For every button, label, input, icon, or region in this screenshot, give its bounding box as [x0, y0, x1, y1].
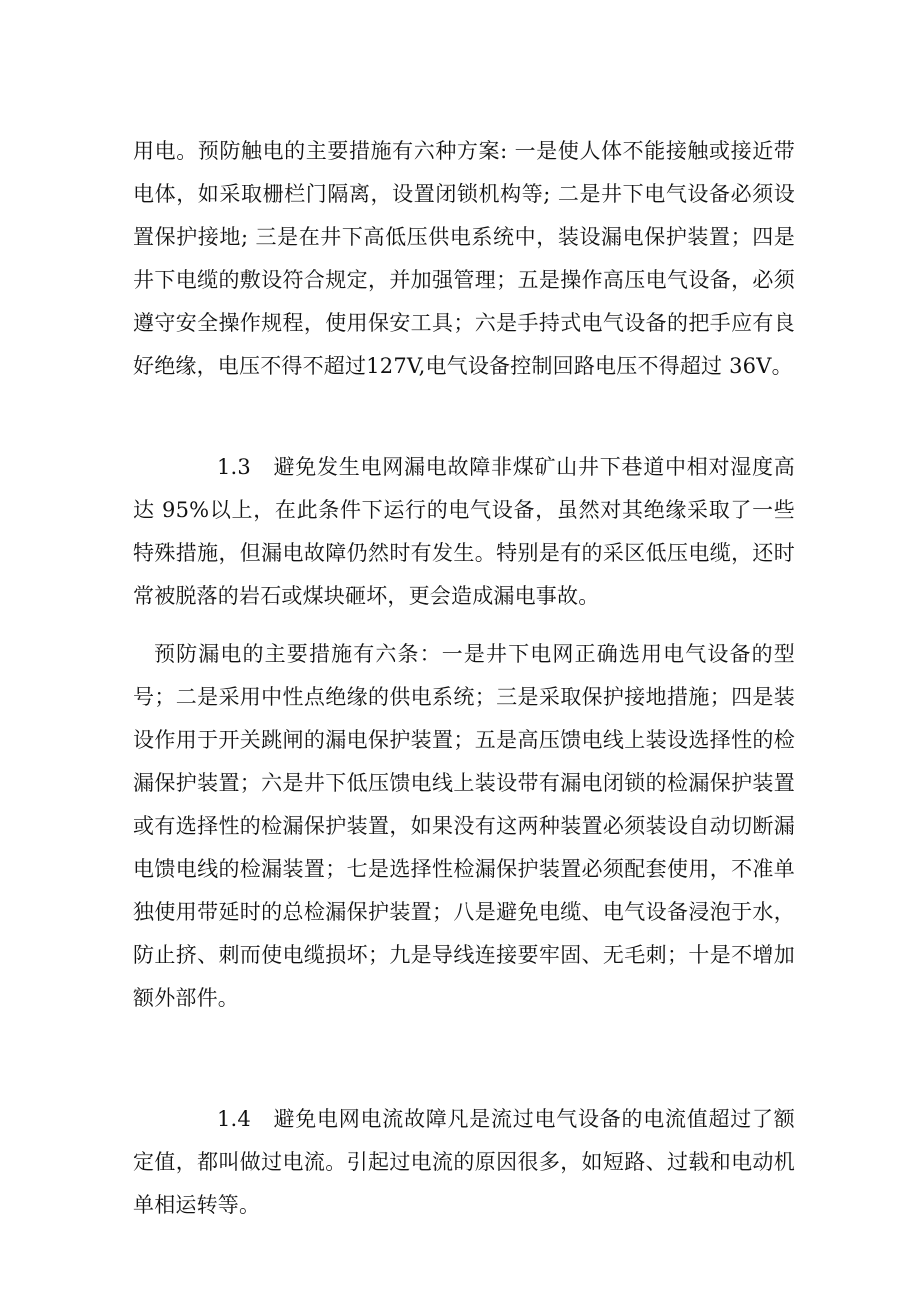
section-number: 1.4: [217, 1107, 251, 1131]
paragraph-text: 用电。预防触电的主要措施有六种方案: 一是使人体不能接触或接近带电体，如采取栅栏门隔离，设置闭锁机构等; 二是井下电气设备必须设置保护接地; 三是在井下高低压供电系统中，装设漏电保护装置；四是井下电缆的敷设符合规定，并加强管理；五是操作高压电气设备，必须遵守安全操作规程，使用保安工具；六是手持式电气设备的把手应有良好绝缘，电压不得不超过127V,电气设备控制回路电压不得超过 36V。: [133, 139, 795, 378]
paragraph-text: 避免电网电流故障凡是流过电气设备的电流值超过了额定值，都叫做过电流。引起过电流的原因很多，如短路、过载和电动机单相运转等。: [133, 1107, 795, 1217]
paragraph-leakage-prevention: [133, 633, 795, 1020]
paragraph-text: 预防漏电的主要措施有六条：一是井下电网正确选用电气设备的型号；二是采用中性点绝缘的供电系统；三是采取保护接地措施；四是装设作用于开关跳闸的漏电保护装置；五是高压馈电线上装设选择性的检漏保护装置；六是井下低压馈电线上装设带有漏电闭锁的检漏保护装置或有选择性的检漏保护装置，如果没有这两种装置必须装设自动切断漏电馈电线的检漏装置；七是选择性检漏保护装置必须配套使用，不准单独使用带延时的总检漏保护装置；八是避免电缆、电气设备浸泡于水，防止挤、刺而使电缆损坏；九是导线连接要牢固、无毛刺；十是不增加额外部件。: [133, 642, 795, 1010]
paragraph-shock-prevention: [133, 130, 795, 388]
paragraph-text: 避免发生电网漏电故障非煤矿山井下巷道中相对湿度高达 95%以上，在此条件下运行的电气设备，虽然对其绝缘采取了一些特殊措施，但漏电故障仍然时有发生。特别是有的采区低压电缆，还时常被脱落的岩石或煤块砸坏，更会造成漏电事故。: [133, 455, 795, 608]
paragraph-section-1-3: [133, 446, 795, 618]
section-number: 1.3: [217, 455, 251, 479]
paragraph-section-1-4: [133, 1098, 795, 1227]
